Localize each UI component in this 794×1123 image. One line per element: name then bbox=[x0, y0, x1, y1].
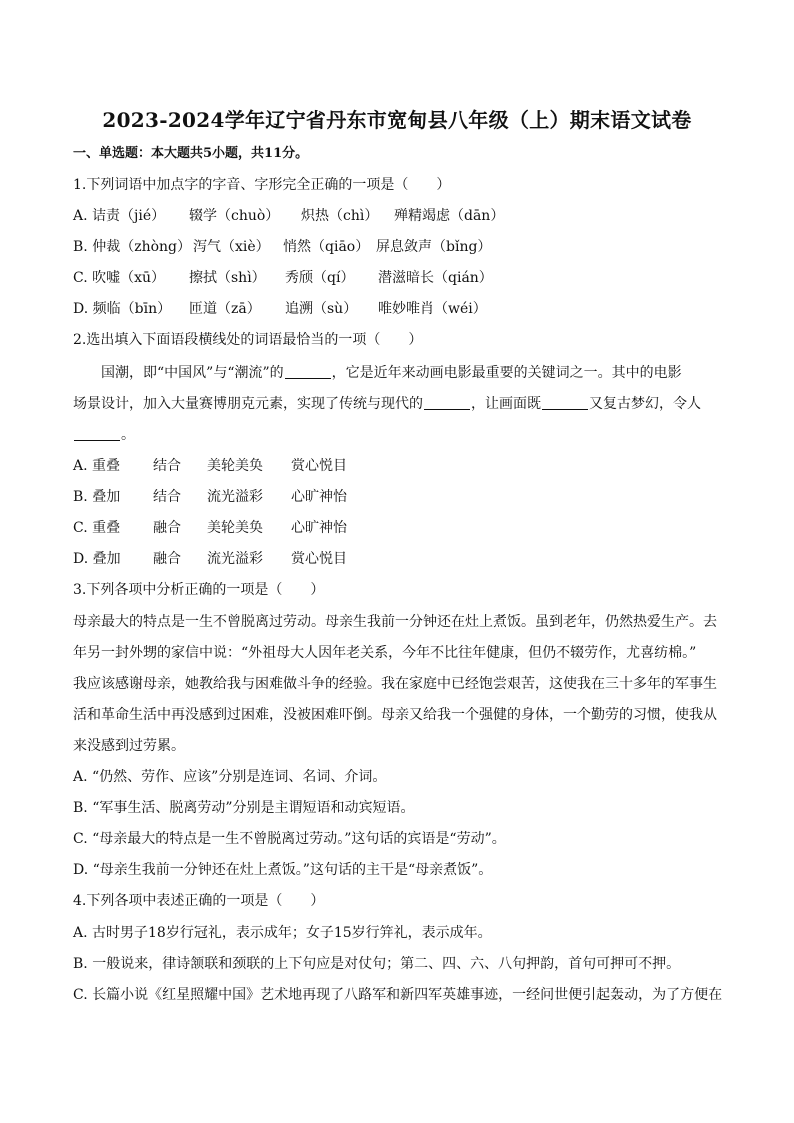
question-3-option-c: C. “母亲最大的特点是一生不曾脱离过劳动。”这句话的宾语是“劳动”。 bbox=[73, 831, 506, 847]
question-4-option-b: B. 一般说来，律诗颔联和颈联的上下句应是对仗句；第二、四、六、八句押韵，首句可押可不押。 bbox=[73, 956, 681, 972]
question-4-stem: 4.下列各项中表述正确的一项是（ ） bbox=[73, 893, 325, 909]
question-3-passage-line: 年另一封外甥的家信中说：“外祖母大人因年老关系，今年不比往年健康，但仍不辍劳作，尤喜纺棉。” bbox=[73, 645, 697, 661]
question-3-passage-line: 我应该感谢母亲，她教给我与困难做斗争的经验。我在家庭中已经饱尝艰苦，这使我在三十多年的军事生 bbox=[73, 676, 717, 692]
answer-blank bbox=[74, 426, 120, 441]
question-3-passage-line: 来没感到过劳累。 bbox=[73, 738, 185, 754]
question-2-option-c: C. 重叠 融合 美轮美奂 心旷神怡 bbox=[73, 520, 347, 536]
question-1-option-c: C. 吹嘘（xū） 擦拭（shì） 秀颀（qí） 潜滋暗长（qián） bbox=[73, 270, 493, 286]
page-title: 2023-2024学年辽宁省丹东市宽甸县八年级（上）期末语文试卷 bbox=[102, 108, 692, 132]
question-1-option-a: A. 诘责（jié） 辍学（chuò） 炽热（chì） 殚精竭虑（dān） bbox=[73, 208, 505, 224]
question-2-passage-line: 。 bbox=[73, 425, 135, 445]
question-2-stem: 2.选出填入下面语段横线处的词语最恰当的一项（ ） bbox=[73, 332, 423, 348]
question-3-option-a: A. “仍然、劳作、应该”分别是连词、名词、介词。 bbox=[73, 769, 387, 785]
answer-blank bbox=[285, 364, 331, 379]
question-2-passage-line: 国潮，即“中国风”与“潮流”的 ，它是近年来动画电影最重要的关键词之一。其中的电影 bbox=[101, 365, 682, 381]
question-2-option-d: D. 叠加 融合 流光溢彩 赏心悦目 bbox=[73, 551, 347, 567]
question-1-stem: 1.下列词语中加点字的字音、字形完全正确的一项是（ ） bbox=[73, 177, 451, 193]
question-3-option-b: B. “军事生活、脱离劳动”分别是主谓短语和动宾短语。 bbox=[73, 800, 415, 816]
question-1-option-d: D. 频临（bīn） 匝道（zā） 追溯（sù） 唯妙唯肖（wéi） bbox=[73, 301, 487, 317]
question-4-option-a: A. 古时男子18岁行冠礼，表示成年；女子15岁行笄礼，表示成年。 bbox=[73, 925, 492, 941]
question-2-option-b: B. 叠加 结合 流光溢彩 心旷神怡 bbox=[73, 489, 347, 505]
answer-blank bbox=[424, 395, 470, 410]
question-2-option-a: A. 重叠 结合 美轮美奂 赏心悦目 bbox=[73, 458, 347, 474]
question-2-passage-line: 场景设计，加入大量赛博朋克元素，实现了传统与现代的 ，让画面既 又复古梦幻，令人 bbox=[73, 396, 701, 412]
question-4-option-c: C. 长篇小说《红星照耀中国》艺术地再现了八路军和新四军英雄事迹，一经问世便引起轰动，为了方便在 bbox=[73, 987, 723, 1003]
answer-blank bbox=[542, 395, 588, 410]
question-3-stem: 3.下列各项中分析正确的一项是（ ） bbox=[73, 582, 325, 598]
question-3-passage-line: 活和革命生活中再没感到过困难，没被困难吓倒。母亲又给我一个强健的身体，一个勤劳的习惯，使我从 bbox=[73, 707, 717, 723]
question-1-option-b: B. 仲裁（zhòng） 泻气（xiè） 悄然（qiāo） 屏息敛声（bǐng） bbox=[73, 239, 492, 255]
section-heading: 一、单选题：本大题共5小题，共11分。 bbox=[73, 146, 309, 161]
question-3-option-d: D. “母亲生我前一分钟还在灶上煮饭。”这句话的主干是“母亲煮饭”。 bbox=[73, 862, 493, 878]
question-3-passage-line: 母亲最大的特点是一生不曾脱离过劳动。母亲生我前一分钟还在灶上煮饭。虽到老年，仍然热爱生产。去 bbox=[73, 614, 717, 630]
